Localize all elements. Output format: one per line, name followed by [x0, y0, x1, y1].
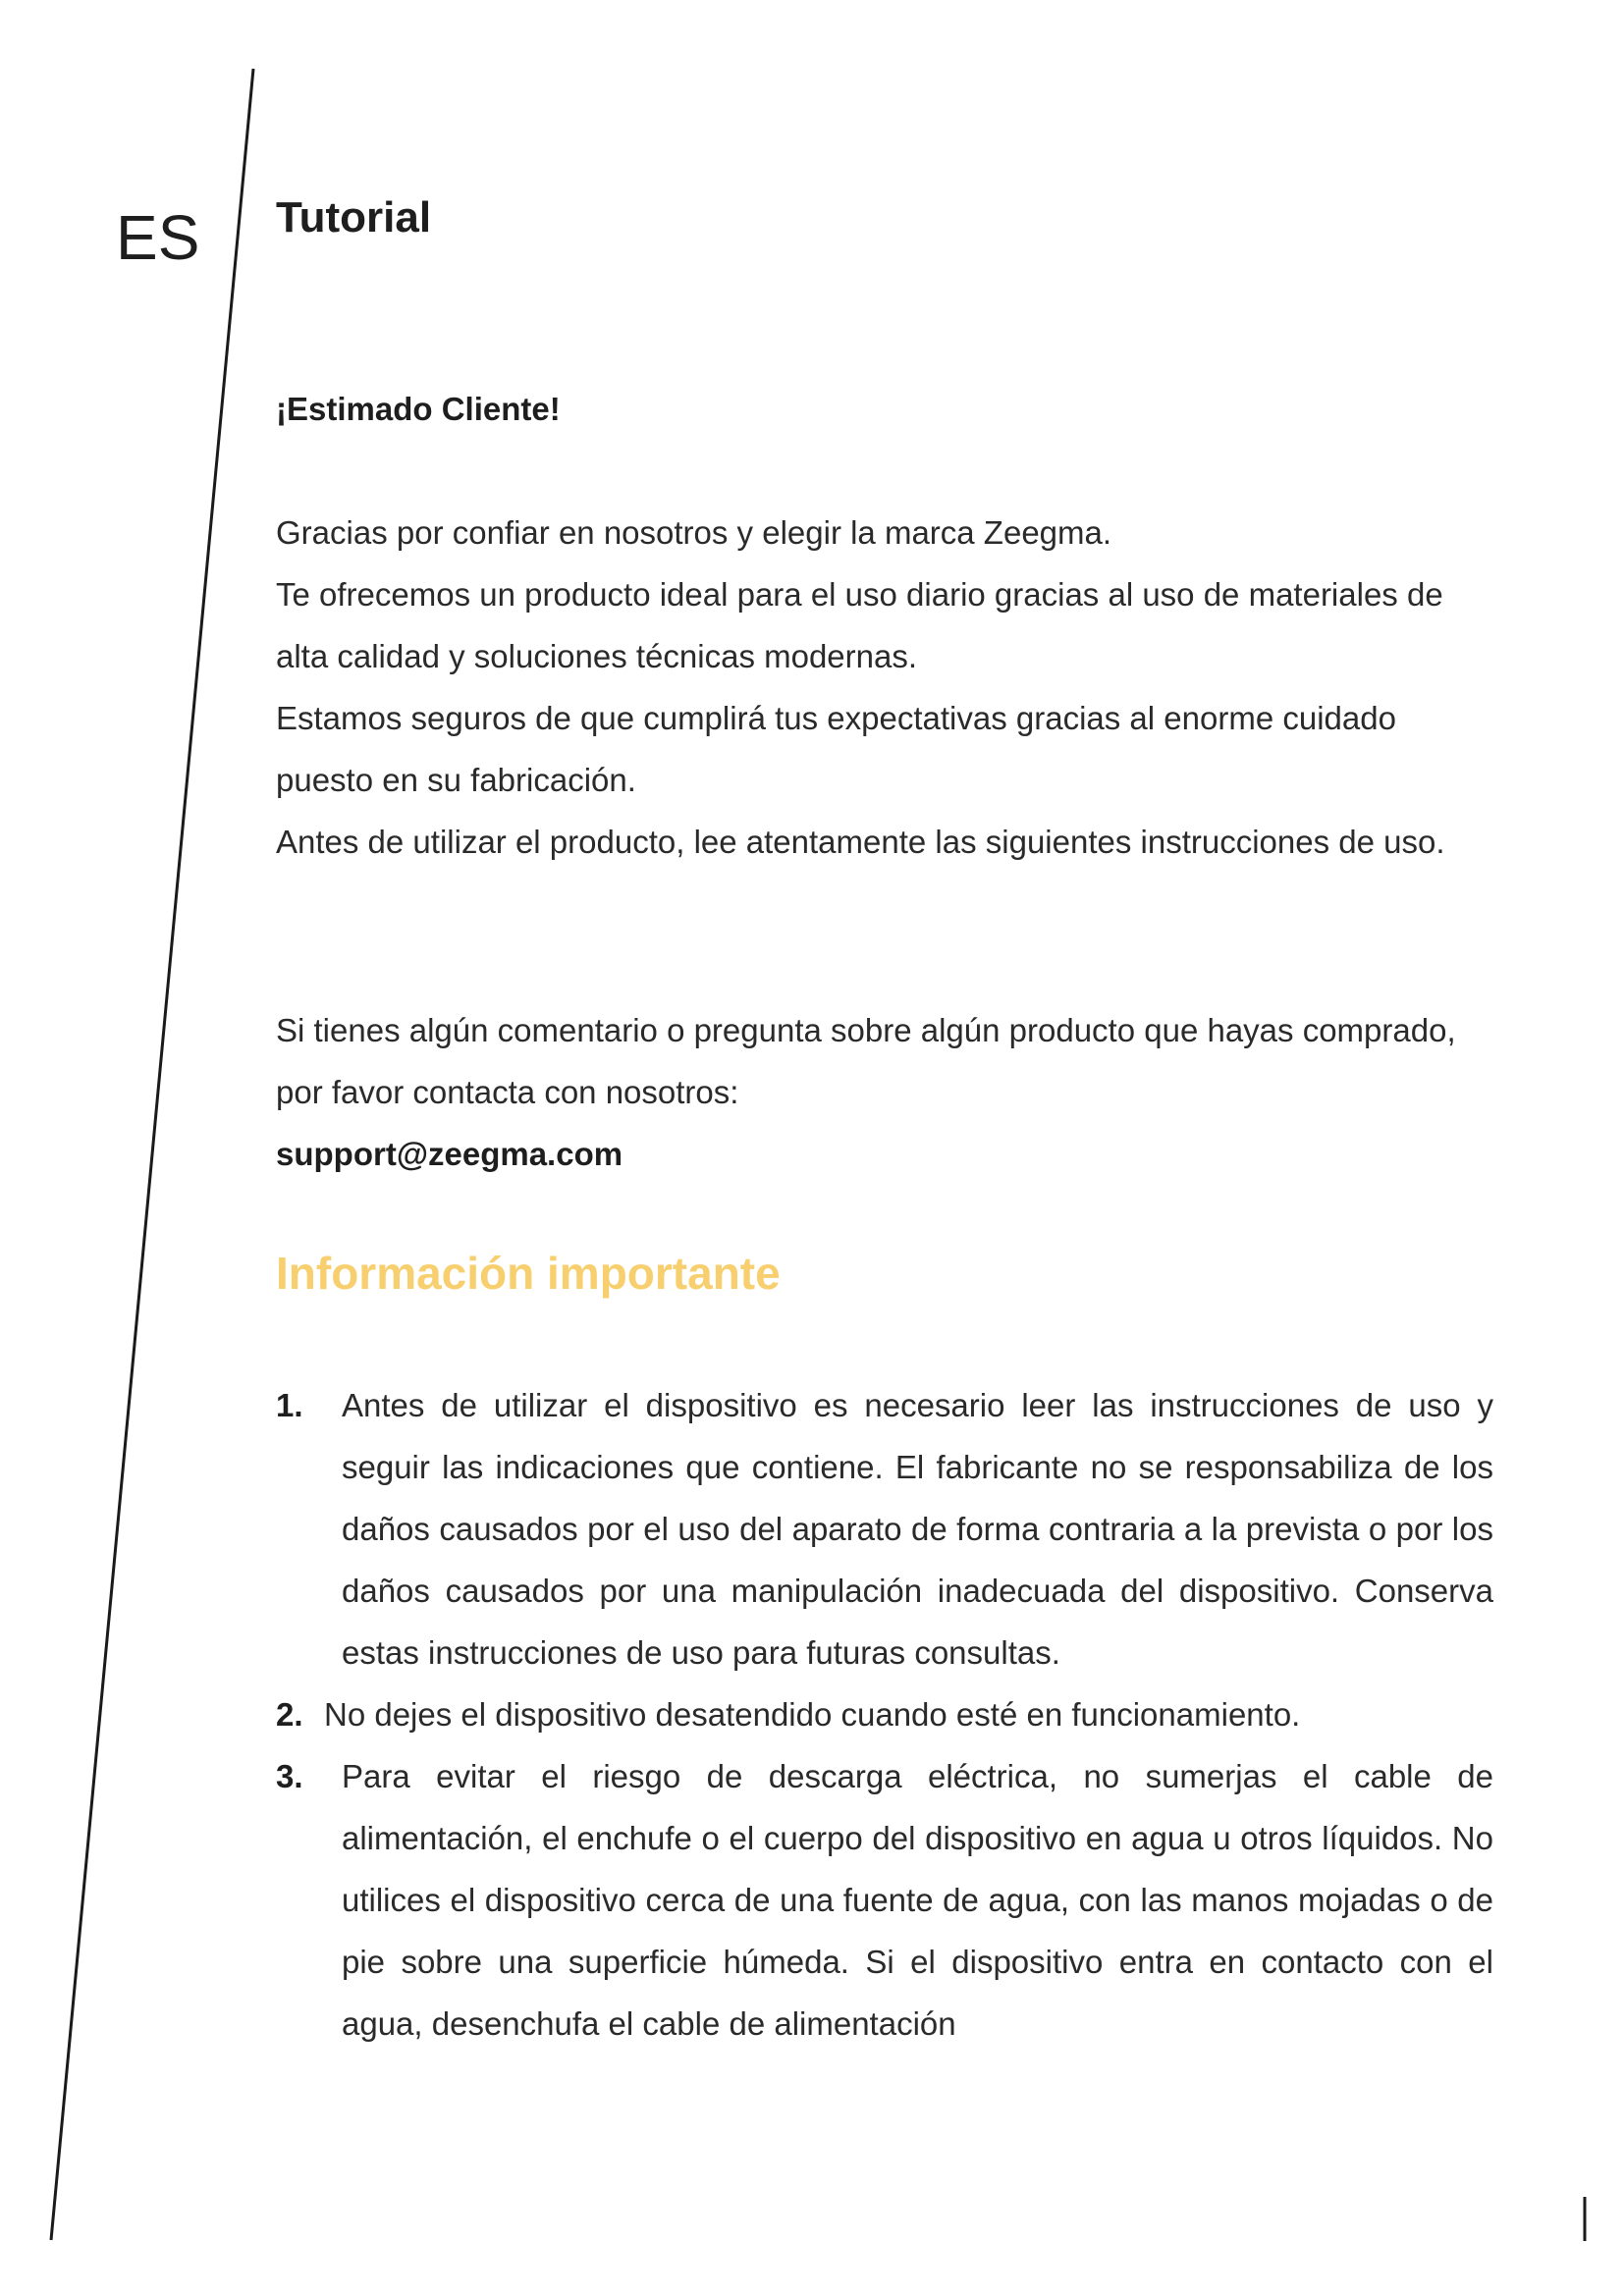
- list-item-number: 2.: [276, 1696, 303, 1733]
- greeting: ¡Estimado Cliente!: [276, 391, 561, 427]
- page-title: Tutorial: [276, 193, 432, 241]
- important-info-list: [276, 1374, 1493, 2055]
- list-item-text: Antes de utilizar el dispositivo es necesario leer las instrucciones de uso y seguir las indicaciones que contiene. El fabricante no se responsabiliza de los daños causados por el uso del aparato de forma contraria a la prevista o por los daños causados por una manipulación inadecuada del dispositivo. Conserva estas instrucciones de uso para futuras consultas.: [342, 1387, 1493, 1671]
- list-item-text: Para evitar el riesgo de descarga eléctrica, no sumerjas el cable de alimentación, el enchufe o el cuerpo del dispositivo en agua u otros líquidos. No utilices el dispositivo cerca de una fuente de agua, con las manos mojadas o de pie sobre una superficie húmeda. Si el dispositivo entra en contacto con el agua, desenchufa el cable de alimentación: [342, 1758, 1493, 2042]
- list-item: [276, 1745, 1493, 2055]
- contact-block: [276, 999, 1493, 1185]
- list-item: [276, 1683, 1493, 1745]
- list-item-number: 3.: [276, 1758, 303, 1794]
- contact-text: Si tienes algún comentario o pregunta sobre algún producto que hayas comprado, por favor contacta con nosotros:: [276, 1012, 1456, 1110]
- intro-paragraph: Te ofrecemos un producto ideal para el uso diario gracias al uso de materiales de alta calidad y soluciones técnicas modernas.: [276, 576, 1443, 674]
- section-heading: Información importante: [276, 1248, 781, 1299]
- list-item-number: 1.: [276, 1387, 303, 1423]
- language-code: ES: [116, 202, 200, 273]
- intro-paragraph: Antes de utilizar el producto, lee atentamente las siguientes instrucciones de uso.: [276, 824, 1445, 860]
- intro-text: [276, 502, 1493, 873]
- intro-paragraph: Gracias por confiar en nosotros y elegir la marca Zeegma.: [276, 514, 1112, 551]
- list-item-text: No dejes el dispositivo desatendido cuando esté en funcionamiento.: [324, 1696, 1301, 1733]
- support-email-link[interactable]: support@zeegma.com: [276, 1136, 623, 1172]
- list-item: [276, 1374, 1493, 1683]
- intro-paragraph: Estamos seguros de que cumplirá tus expectativas gracias al enorme cuidado puesto en su fabricación.: [276, 700, 1396, 798]
